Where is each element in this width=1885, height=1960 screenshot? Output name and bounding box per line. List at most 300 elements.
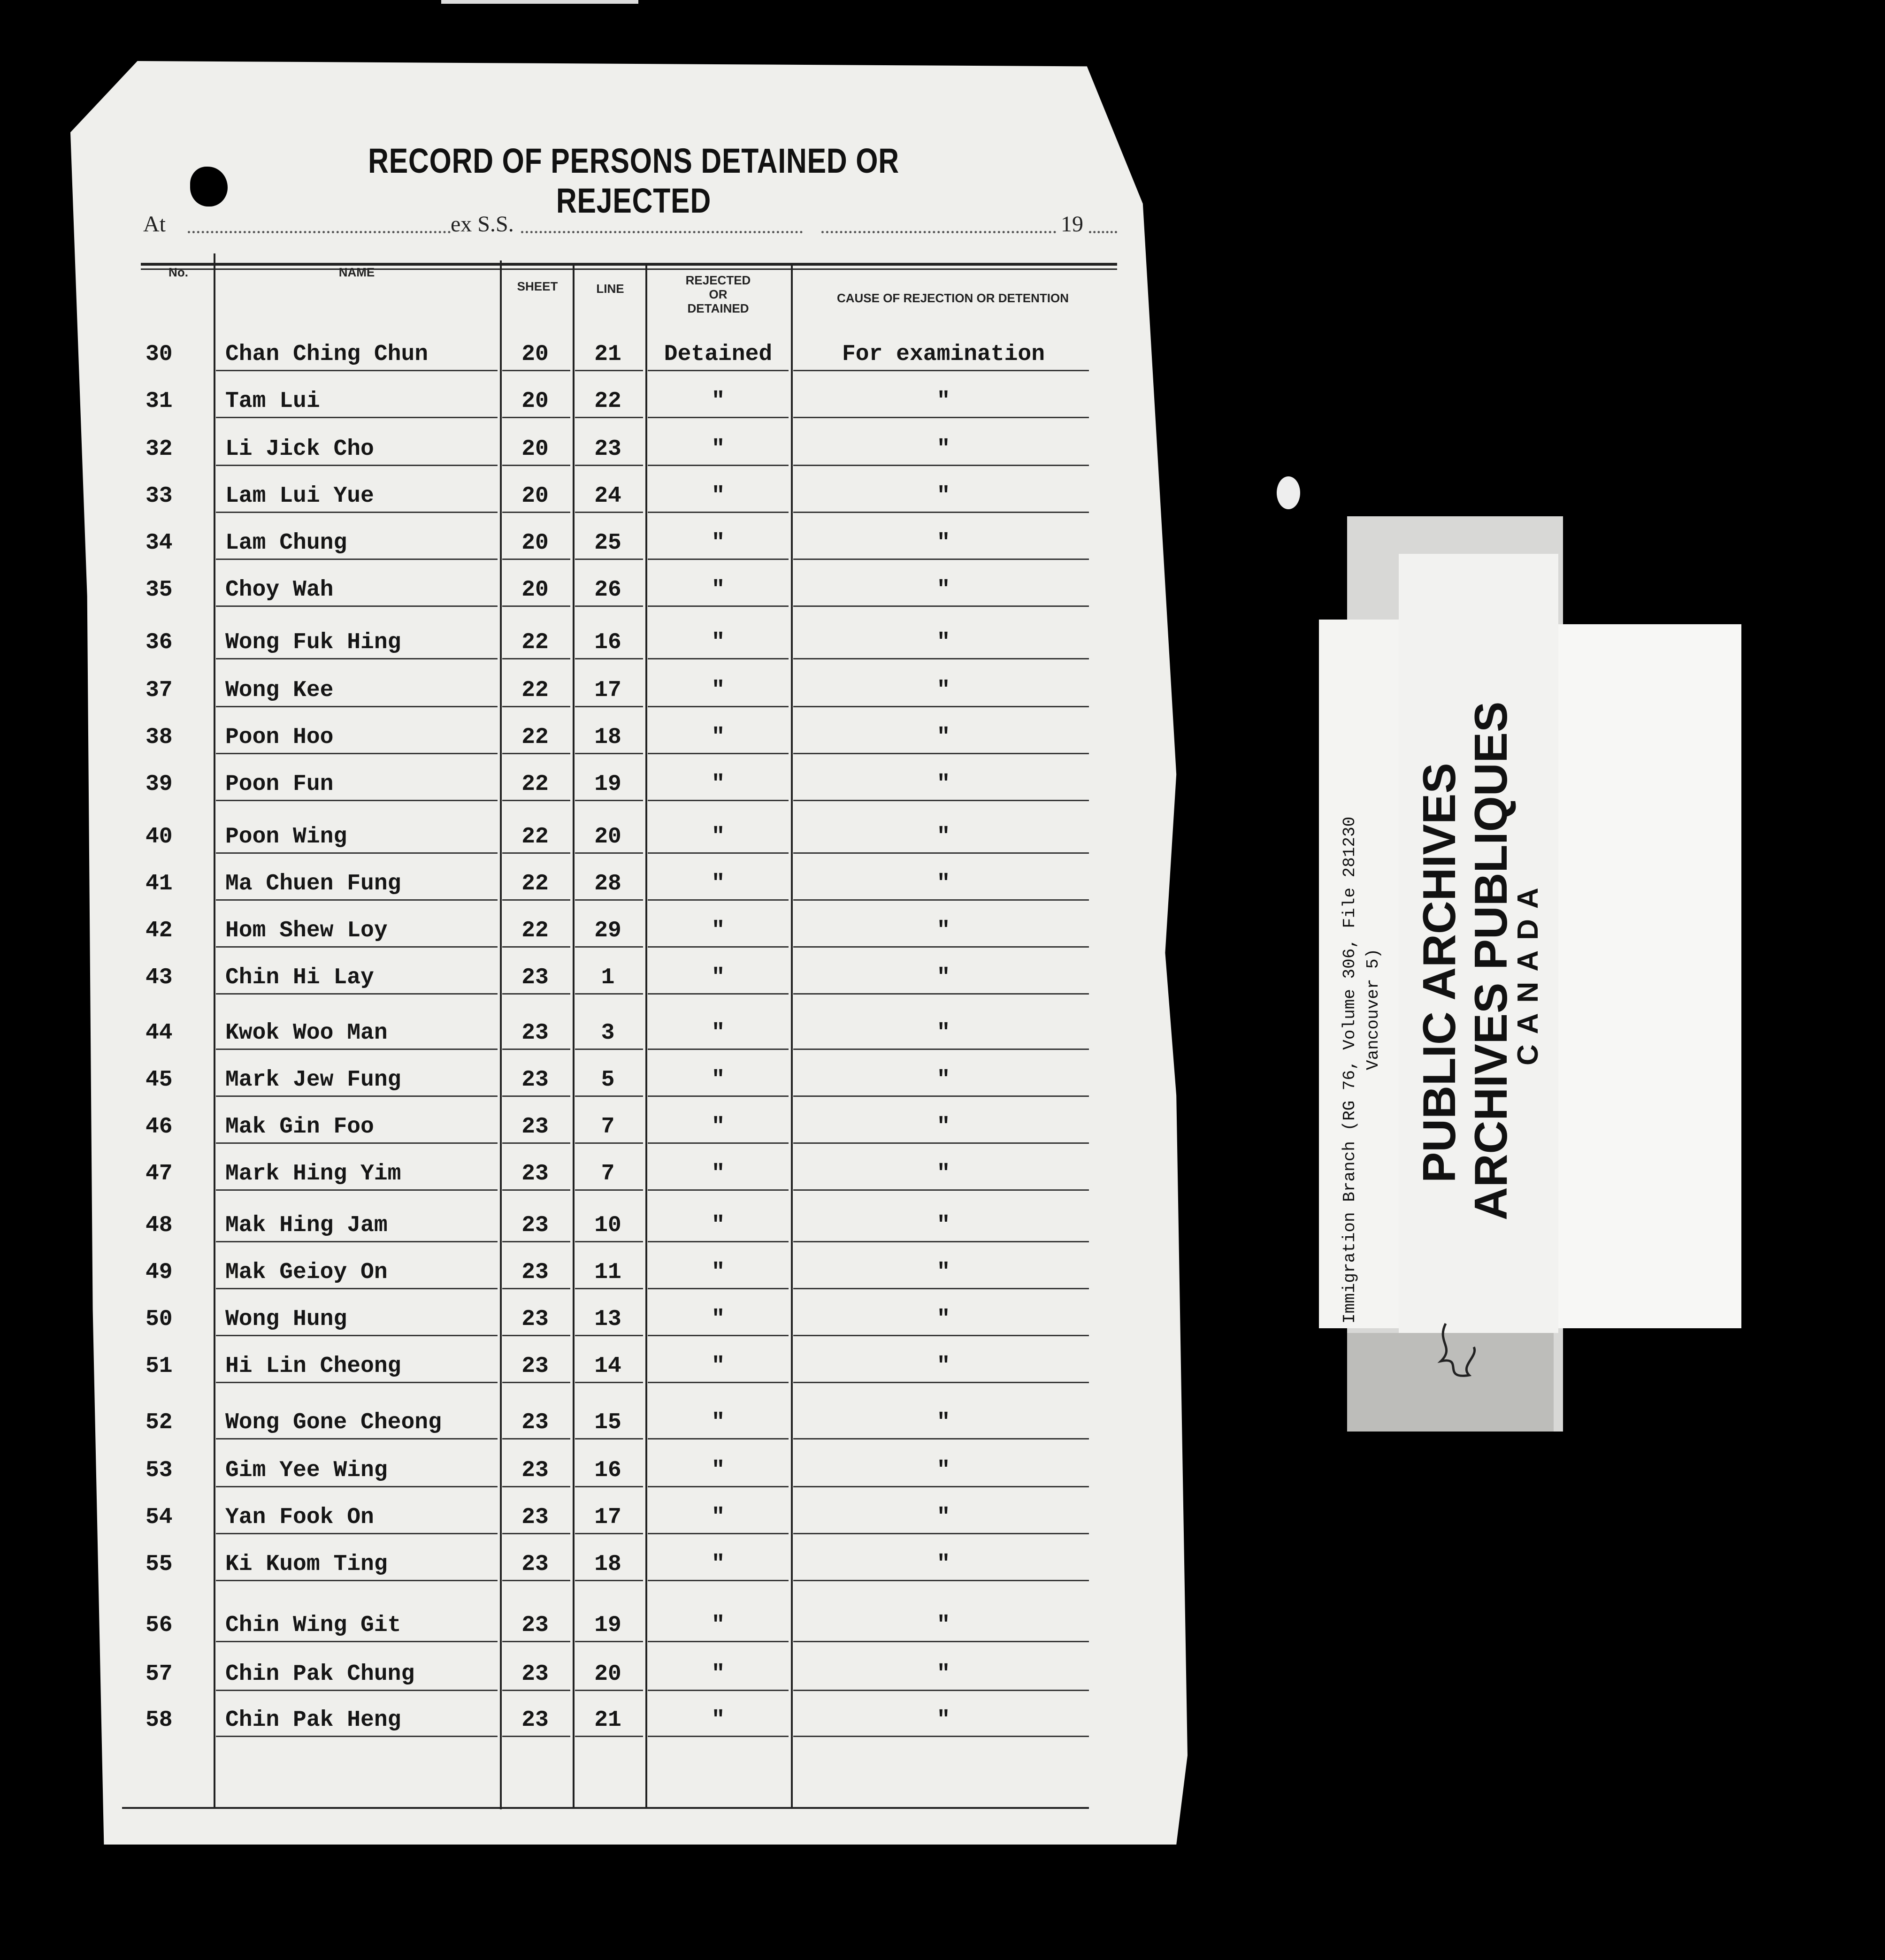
row-underline <box>502 1486 570 1487</box>
sheet-number: 22 <box>521 918 549 943</box>
year-label: 19 <box>1061 212 1083 237</box>
status: " <box>711 1161 725 1187</box>
row-number: 49 <box>146 1260 173 1285</box>
person-name: Wong Kee <box>225 678 334 703</box>
line-number: 16 <box>594 630 621 655</box>
row-number: 37 <box>146 678 173 703</box>
row-number: 50 <box>146 1307 173 1332</box>
row-number: 52 <box>146 1410 173 1435</box>
line-number: 21 <box>594 342 621 367</box>
status: " <box>711 436 725 462</box>
row-underline <box>648 1690 789 1691</box>
row-number: 57 <box>146 1661 173 1687</box>
cause: " <box>936 1458 950 1483</box>
row-underline <box>575 852 643 854</box>
header-detained: DETAINED <box>687 301 749 315</box>
row-underline <box>575 800 643 801</box>
row-underline <box>793 1690 1089 1691</box>
column-header-line: LINE <box>596 282 624 296</box>
row-underline <box>793 1241 1089 1242</box>
row-underline <box>575 512 643 513</box>
row-underline <box>502 1533 570 1534</box>
table-row <box>0 1161 1126 1208</box>
row-underline <box>575 658 643 659</box>
sheet-number: 23 <box>521 1307 549 1332</box>
cause: " <box>936 1307 950 1332</box>
table-row <box>0 1213 1126 1260</box>
row-underline <box>502 1382 570 1383</box>
person-name: Mark Hing Yim <box>225 1161 401 1187</box>
row-underline <box>502 1095 570 1097</box>
cause: " <box>936 772 950 797</box>
row-underline <box>216 899 498 901</box>
row-number: 35 <box>146 577 173 603</box>
row-underline <box>216 465 498 466</box>
row-number: 38 <box>146 725 173 750</box>
at-label: At <box>143 212 166 237</box>
row-underline <box>575 1095 643 1097</box>
sheet-number: 22 <box>521 725 549 750</box>
line-number: 29 <box>594 918 621 943</box>
line-number: 22 <box>594 389 621 414</box>
line-number: 26 <box>594 577 621 603</box>
table-row <box>0 1410 1126 1457</box>
archive-line-public-archives: PUBLIC ARCHIVES <box>1413 763 1465 1183</box>
row-underline <box>575 706 643 707</box>
row-underline <box>575 1382 643 1383</box>
line-number: 1 <box>601 965 615 990</box>
row-underline <box>575 1049 643 1050</box>
person-name: Choy Wah <box>225 577 334 603</box>
row-underline <box>648 706 789 707</box>
row-underline <box>793 753 1089 754</box>
table-row <box>0 918 1126 965</box>
row-underline <box>648 658 789 659</box>
line-number: 3 <box>601 1020 615 1046</box>
status: " <box>711 1661 725 1687</box>
row-number: 48 <box>146 1213 173 1238</box>
row-underline <box>648 1486 789 1487</box>
sheet-number: 23 <box>521 1410 549 1435</box>
table-row <box>0 342 1126 389</box>
row-underline <box>502 1288 570 1289</box>
row-underline <box>216 417 498 418</box>
cause: " <box>936 824 950 850</box>
sheet-number: 20 <box>521 389 549 414</box>
cause: " <box>936 389 950 414</box>
row-underline <box>575 605 643 607</box>
sheet-number: 23 <box>521 1161 549 1187</box>
row-underline <box>216 753 498 754</box>
row-number: 51 <box>146 1354 173 1379</box>
status: " <box>711 1707 725 1733</box>
sheet-number: 23 <box>521 1020 549 1046</box>
header-or: OR <box>709 287 728 301</box>
row-underline <box>575 370 643 371</box>
cause: " <box>936 436 950 462</box>
table-row <box>0 577 1126 624</box>
row-underline <box>648 899 789 901</box>
line-number: 24 <box>594 483 621 509</box>
row-underline <box>793 559 1089 560</box>
table-row <box>0 389 1126 436</box>
row-underline <box>575 1288 643 1289</box>
row-underline <box>793 417 1089 418</box>
row-underline <box>502 465 570 466</box>
row-underline <box>575 1142 643 1144</box>
status: " <box>711 1213 725 1238</box>
row-underline <box>648 512 789 513</box>
person-name: Ma Chuen Fung <box>225 871 401 896</box>
cause: " <box>936 1410 950 1435</box>
row-underline <box>216 1736 498 1737</box>
ink-blot <box>190 167 228 207</box>
row-underline <box>216 1641 498 1642</box>
ship-blank <box>521 231 803 233</box>
status: " <box>711 824 725 850</box>
column-header-cause: CAUSE OF REJECTION OR DETENTION <box>836 291 1069 305</box>
table-row <box>0 630 1126 677</box>
person-name: Yan Fook On <box>225 1505 374 1530</box>
row-underline <box>793 1533 1089 1534</box>
line-number: 20 <box>594 824 621 850</box>
row-underline <box>502 512 570 513</box>
row-underline <box>502 899 570 901</box>
status: " <box>711 1410 725 1435</box>
cause: " <box>936 1552 950 1577</box>
line-number: 28 <box>594 871 621 896</box>
status: " <box>711 1505 725 1530</box>
row-underline <box>793 512 1089 513</box>
row-underline <box>575 946 643 948</box>
row-underline <box>793 1049 1089 1050</box>
line-number: 14 <box>594 1354 621 1379</box>
row-underline <box>502 1736 570 1737</box>
table-row <box>0 824 1126 871</box>
row-underline <box>793 1641 1089 1642</box>
row-underline <box>216 1382 498 1383</box>
table-row <box>0 1707 1126 1754</box>
row-underline <box>502 993 570 995</box>
row-underline <box>793 946 1089 948</box>
row-underline <box>575 1241 643 1242</box>
status: " <box>711 1613 725 1638</box>
row-underline <box>216 1142 498 1144</box>
row-underline <box>793 1438 1089 1439</box>
line-number: 16 <box>594 1458 621 1483</box>
sheet-number: 22 <box>521 630 549 655</box>
table-row <box>0 965 1126 1012</box>
row-underline <box>502 559 570 560</box>
status: " <box>711 389 725 414</box>
person-name: Chin Wing Git <box>225 1613 401 1638</box>
film-punch-hole <box>1277 476 1300 509</box>
row-underline <box>216 559 498 560</box>
row-underline <box>575 1580 643 1581</box>
cause: " <box>936 1213 950 1238</box>
status: " <box>711 1354 725 1379</box>
table-row <box>0 1661 1126 1708</box>
row-underline <box>502 1142 570 1144</box>
row-underline <box>793 1736 1089 1737</box>
row-underline <box>502 605 570 607</box>
sheet-number: 22 <box>521 871 549 896</box>
cause: " <box>936 1020 950 1046</box>
sheet-number: 23 <box>521 1260 549 1285</box>
cause: For examination <box>842 342 1045 367</box>
person-name: Wong Hung <box>225 1307 347 1332</box>
cause: " <box>936 1114 950 1140</box>
sheet-number: 23 <box>521 1458 549 1483</box>
film-edge-mark <box>441 0 638 4</box>
row-underline <box>648 417 789 418</box>
row-underline <box>793 800 1089 801</box>
row-number: 47 <box>146 1161 173 1187</box>
cause: " <box>936 577 950 603</box>
row-underline <box>793 993 1089 995</box>
row-underline <box>216 1438 498 1439</box>
row-underline <box>648 1335 789 1336</box>
row-underline <box>216 993 498 995</box>
archive-reference-cont: Vancouver 5) <box>1364 948 1383 1070</box>
person-name: Tam Lui <box>225 389 320 414</box>
column-header-sheet: SHEET <box>517 279 558 293</box>
row-underline <box>502 852 570 854</box>
cause: " <box>936 725 950 750</box>
sheet-number: 20 <box>521 342 549 367</box>
line-number: 5 <box>601 1067 615 1093</box>
status: " <box>711 577 725 603</box>
row-number: 58 <box>146 1707 173 1733</box>
archive-label-flap <box>1558 624 1741 1328</box>
cause: " <box>936 1260 950 1285</box>
person-name: Gim Yee Wing <box>225 1458 388 1483</box>
row-underline <box>648 1382 789 1383</box>
row-number: 46 <box>146 1114 173 1140</box>
row-underline <box>575 1690 643 1691</box>
line-number: 15 <box>594 1410 621 1435</box>
cause: " <box>936 678 950 703</box>
row-underline <box>216 1049 498 1050</box>
row-underline <box>575 1189 643 1191</box>
row-underline <box>216 1486 498 1487</box>
person-name: Lam Chung <box>225 530 347 556</box>
table-row <box>0 1354 1126 1401</box>
row-underline <box>575 993 643 995</box>
row-underline <box>216 1189 498 1191</box>
row-number: 30 <box>146 342 173 367</box>
sheet-number: 23 <box>521 965 549 990</box>
person-name: Wong Fuk Hing <box>225 630 401 655</box>
row-underline <box>216 800 498 801</box>
person-name: Chin Hi Lay <box>225 965 374 990</box>
row-underline <box>793 1095 1089 1097</box>
row-underline <box>575 1736 643 1737</box>
line-number: 17 <box>594 678 621 703</box>
handwritten-initial <box>1427 1305 1493 1399</box>
row-number: 40 <box>146 824 173 850</box>
cause: " <box>936 530 950 556</box>
sheet-number: 23 <box>521 1354 549 1379</box>
row-underline <box>502 800 570 801</box>
person-name: Poon Hoo <box>225 725 334 750</box>
document-title: RECORD OF PERSONS DETAINED OR REJECTED <box>368 141 899 220</box>
row-underline <box>575 559 643 560</box>
cause: " <box>936 1707 950 1733</box>
row-number: 53 <box>146 1458 173 1483</box>
sheet-number: 20 <box>521 436 549 462</box>
line-number: 19 <box>594 772 621 797</box>
row-underline <box>648 1288 789 1289</box>
column-header-rejected-or-detained <box>650 273 786 315</box>
status: Detained <box>664 342 773 367</box>
table-row <box>0 1552 1126 1599</box>
row-number: 42 <box>146 918 173 943</box>
row-underline <box>216 852 498 854</box>
row-underline <box>793 370 1089 371</box>
row-number: 44 <box>146 1020 173 1046</box>
table-row <box>0 772 1126 819</box>
cause: " <box>936 630 950 655</box>
person-name: Hom Shew Loy <box>225 918 388 943</box>
cause: " <box>936 1661 950 1687</box>
sheet-number: 23 <box>521 1661 549 1687</box>
row-underline <box>648 1641 789 1642</box>
line-number: 18 <box>594 725 621 750</box>
row-number: 41 <box>146 871 173 896</box>
status: " <box>711 1552 725 1577</box>
row-underline <box>793 465 1089 466</box>
status: " <box>711 1458 725 1483</box>
person-name: Lam Lui Yue <box>225 483 374 509</box>
line-number: 20 <box>594 1661 621 1687</box>
row-underline <box>216 946 498 948</box>
person-name: Chan Ching Chun <box>225 342 429 367</box>
cause: " <box>936 1067 950 1093</box>
row-number: 32 <box>146 436 173 462</box>
person-name: Mak Hing Jam <box>225 1213 388 1238</box>
table-row <box>0 1458 1126 1505</box>
row-underline <box>502 1189 570 1191</box>
person-name: Li Jick Cho <box>225 436 374 462</box>
status: " <box>711 678 725 703</box>
cause: " <box>936 1505 950 1530</box>
row-underline <box>793 1486 1089 1487</box>
row-number: 34 <box>146 530 173 556</box>
row-underline <box>648 800 789 801</box>
row-underline <box>502 1241 570 1242</box>
sheet-number: 22 <box>521 824 549 850</box>
row-underline <box>502 1641 570 1642</box>
status: " <box>711 965 725 990</box>
row-underline <box>648 1189 789 1191</box>
row-underline <box>793 1335 1089 1336</box>
row-underline <box>793 1142 1089 1144</box>
status: " <box>711 725 725 750</box>
row-underline <box>793 605 1089 607</box>
archive-line-canada: CANADA <box>1512 877 1544 1065</box>
sheet-number: 23 <box>521 1613 549 1638</box>
line-number: 18 <box>594 1552 621 1577</box>
row-underline <box>216 1095 498 1097</box>
sheet-number: 20 <box>521 530 549 556</box>
row-underline <box>216 605 498 607</box>
line-number: 7 <box>601 1114 615 1140</box>
row-underline <box>648 852 789 854</box>
cause: " <box>936 1354 950 1379</box>
row-number: 55 <box>146 1552 173 1577</box>
table-row <box>0 483 1126 530</box>
row-underline <box>648 1533 789 1534</box>
row-underline <box>216 1288 498 1289</box>
table-row <box>0 1260 1126 1307</box>
table-row <box>0 1020 1126 1067</box>
row-underline <box>575 753 643 754</box>
year-blank <box>1089 231 1117 233</box>
line-number: 23 <box>594 436 621 462</box>
row-underline <box>793 899 1089 901</box>
row-underline <box>648 1049 789 1050</box>
sheet-number: 23 <box>521 1114 549 1140</box>
status: " <box>711 530 725 556</box>
status: " <box>711 630 725 655</box>
row-underline <box>216 1241 498 1242</box>
sheet-number: 23 <box>521 1213 549 1238</box>
row-underline <box>575 899 643 901</box>
row-underline <box>216 512 498 513</box>
row-underline <box>502 417 570 418</box>
row-underline <box>502 706 570 707</box>
column-header-no: No. <box>169 265 188 279</box>
status: " <box>711 1260 725 1285</box>
cause: " <box>936 965 950 990</box>
table-row <box>0 436 1126 483</box>
row-number: 54 <box>146 1505 173 1530</box>
status: " <box>711 1114 725 1140</box>
status: " <box>711 871 725 896</box>
row-underline <box>216 1533 498 1534</box>
row-underline <box>575 1335 643 1336</box>
row-underline <box>793 1580 1089 1581</box>
table-row <box>0 1505 1126 1552</box>
status: " <box>711 772 725 797</box>
sheet-number: 23 <box>521 1067 549 1093</box>
person-name: Hi Lin Cheong <box>225 1354 401 1379</box>
ex-ss-label: ex S.S. <box>451 212 514 237</box>
sheet-number: 23 <box>521 1552 549 1577</box>
table-row <box>0 725 1126 772</box>
column-header-name: NAME <box>338 265 375 279</box>
sheet-number: 23 <box>521 1505 549 1530</box>
sheet-number: 22 <box>521 678 549 703</box>
cause: " <box>936 1161 950 1187</box>
line-number: 19 <box>594 1613 621 1638</box>
row-underline <box>502 753 570 754</box>
row-underline <box>793 658 1089 659</box>
table-row <box>0 530 1126 577</box>
line-number: 17 <box>594 1505 621 1530</box>
row-underline <box>648 559 789 560</box>
archive-reference: Immigration Branch (RG 76, Volume 306, File 281230 <box>1340 816 1359 1324</box>
row-number: 43 <box>146 965 173 990</box>
sheet-number: 23 <box>521 1707 549 1733</box>
person-name: Ki Kuom Ting <box>225 1552 388 1577</box>
line-number: 7 <box>601 1161 615 1187</box>
line-number: 21 <box>594 1707 621 1733</box>
row-underline <box>648 605 789 607</box>
row-underline <box>502 370 570 371</box>
table-row <box>0 1114 1126 1161</box>
